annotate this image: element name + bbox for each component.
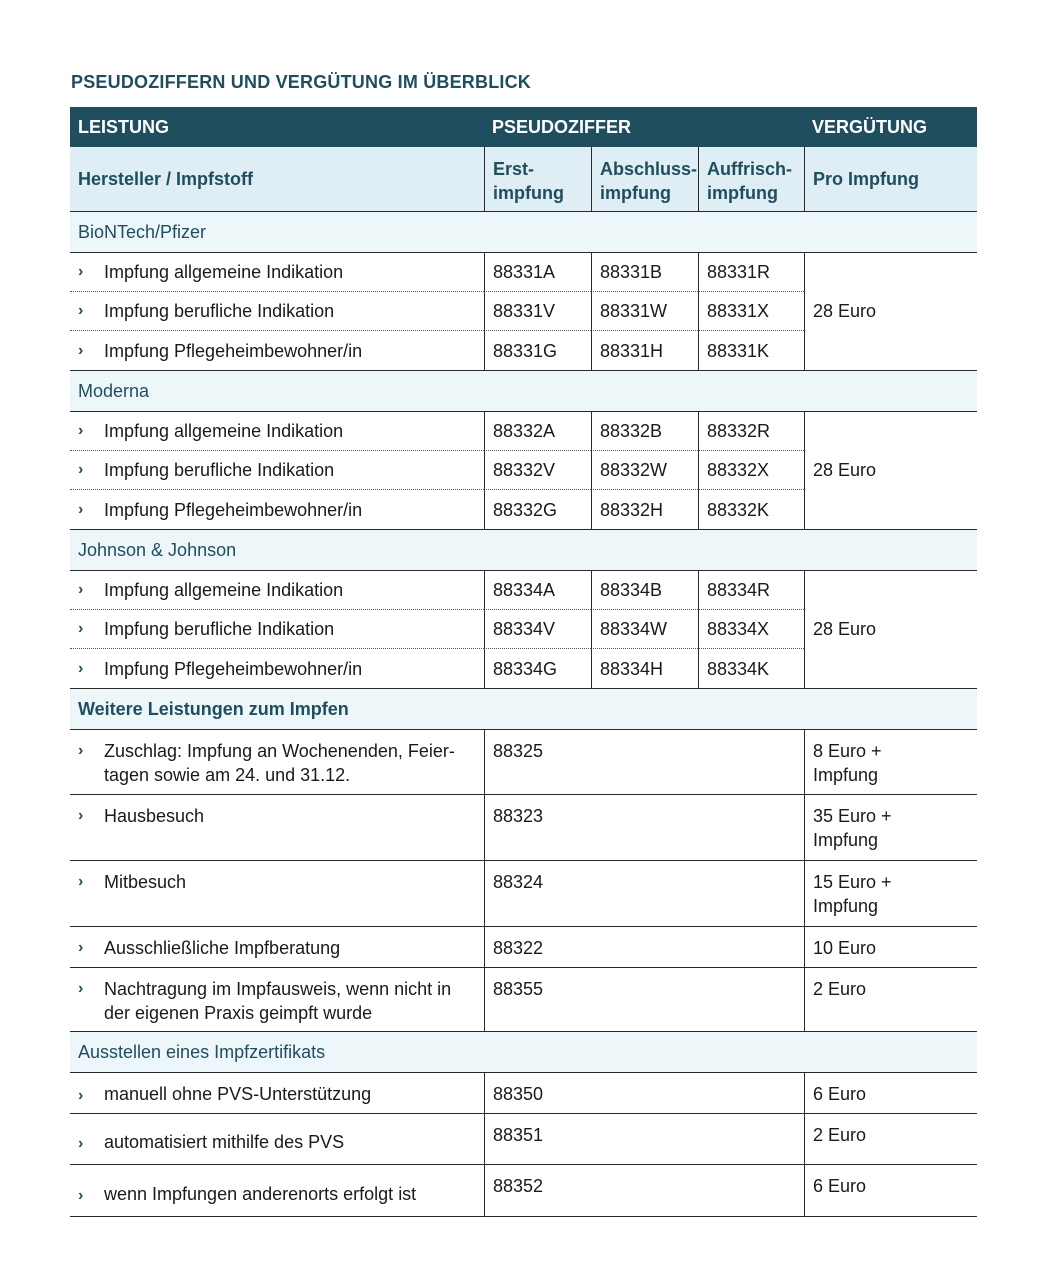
- pseudoziffer-code: 88355: [484, 968, 804, 1031]
- pseudoziffer-code: 88350: [484, 1073, 804, 1113]
- row-label-cell: [70, 451, 484, 490]
- code-erstimpfung: 88332V: [484, 451, 591, 490]
- vaccine-name: Johnson & Johnson: [78, 540, 237, 560]
- chevron-right-icon: ›: [78, 742, 84, 759]
- row-label-cell: [70, 490, 484, 529]
- code-auffrischimpfung: 88334R: [698, 571, 804, 610]
- row-label: [104, 870, 186, 894]
- weitere-rows: [70, 730, 977, 1032]
- group-heading: Weitere Leistungen zum Impfen: [78, 699, 349, 719]
- price-line2: Impfung: [813, 896, 879, 916]
- price-line1: 2 Euro: [813, 979, 867, 999]
- code-erstimpfung: 88332G: [484, 490, 591, 529]
- subheader-pro-impfung: Pro Impfung: [804, 147, 977, 211]
- pseudoziffer-code: 88322: [484, 927, 804, 967]
- row-label-line2: tagen sowie am 24. und 31.12.: [104, 765, 351, 785]
- subheader-erst-line2: impfung: [493, 183, 564, 203]
- code-erstimpfung: 88331A: [484, 253, 591, 292]
- price-cell: [804, 795, 977, 860]
- vaccine-rows: [70, 253, 977, 371]
- row-label-cell: [70, 1165, 484, 1216]
- price-cell: 6 Euro: [804, 1073, 977, 1113]
- row-label: [104, 739, 455, 787]
- table-row: [70, 1165, 977, 1217]
- vaccine-rows: [70, 412, 977, 530]
- group-vaccine: [70, 371, 977, 412]
- price-cell: [804, 968, 977, 1031]
- table-row: [70, 1073, 977, 1114]
- row-label-cell: [70, 610, 484, 649]
- code-auffrischimpfung: 88331K: [698, 331, 804, 370]
- chevron-right-icon: ›: [78, 1087, 84, 1104]
- row-label-line2: der eigenen Praxis geimpft wurde: [104, 1003, 373, 1023]
- code-auffrischimpfung: 88332K: [698, 490, 804, 529]
- pseudoziffer-code: 88325: [484, 730, 804, 794]
- chevron-right-icon: ›: [78, 980, 84, 997]
- table-row: [70, 730, 977, 795]
- subheader-erstimpfung: [484, 147, 591, 211]
- row-label-line1: Mitbesuch: [104, 872, 187, 892]
- row-label: Impfung allgemeine Indikation: [104, 262, 344, 282]
- code-abschlussimpfung: 88331W: [591, 292, 698, 331]
- price-line1: 35 Euro +: [813, 806, 892, 826]
- price-pro-impfung: 28 Euro: [804, 253, 977, 370]
- row-label-cell: [70, 571, 484, 610]
- row-label: Impfung allgemeine Indikation: [104, 421, 344, 441]
- price-cell: [804, 730, 977, 794]
- row-label-line1: Ausschließliche Impfberatung: [104, 938, 341, 958]
- code-erstimpfung: 88331G: [484, 331, 591, 370]
- code-abschlussimpfung: 88332W: [591, 451, 698, 490]
- subheader-abschluss-line2: impfung: [600, 183, 671, 203]
- row-label: Impfung berufliche Indikation: [104, 619, 335, 639]
- chevron-right-icon: ›: [78, 581, 84, 598]
- price-cell: 2 Euro: [804, 1114, 977, 1164]
- vaccine-blocks: [70, 212, 977, 689]
- chevron-right-icon: ›: [78, 873, 84, 890]
- chevron-right-icon: ›: [78, 620, 84, 637]
- group-vaccine: [70, 530, 977, 571]
- table-row: [70, 795, 977, 861]
- row-label: Impfung Pflegeheimbewohner/in: [104, 499, 363, 520]
- price-line1: 15 Euro +: [813, 872, 892, 892]
- row-label-cell: [70, 968, 484, 1031]
- code-erstimpfung: 88334G: [484, 649, 591, 688]
- vaccine-rows: [70, 571, 977, 689]
- chevron-right-icon: ›: [78, 1187, 84, 1204]
- table-row: [70, 927, 977, 968]
- chevron-right-icon: ›: [78, 939, 84, 956]
- header-leistung: LEISTUNG: [78, 117, 170, 137]
- header-pseudoziffer: PSEUDOZIFFER: [492, 117, 632, 137]
- row-label-cell: [70, 795, 484, 860]
- subheader-auffrisch-line2: impfung: [707, 183, 778, 203]
- pseudoziffer-code: 88352: [484, 1165, 804, 1216]
- row-label-cell: [70, 412, 484, 451]
- code-erstimpfung: 88334V: [484, 610, 591, 649]
- pseudoziffer-code: 88323: [484, 795, 804, 860]
- row-label: [104, 936, 340, 960]
- row-label-cell: [70, 253, 484, 292]
- subheader-auffrisch-line1: Auffrisch-: [707, 159, 792, 179]
- row-label-cell: [70, 331, 484, 370]
- row-label-line1: Nachtragung im Impfausweis, wenn nicht in: [104, 979, 452, 999]
- row-label: Impfung Pflegeheimbewohner/in: [104, 340, 363, 361]
- code-auffrischimpfung: 88332R: [698, 412, 804, 451]
- chevron-right-icon: ›: [78, 341, 84, 359]
- code-abschlussimpfung: 88334H: [591, 649, 698, 688]
- row-label-cell: [70, 927, 484, 967]
- pseudoziffer-code: 88351: [484, 1114, 804, 1164]
- chevron-right-icon: ›: [78, 500, 84, 518]
- vaccine-name: Moderna: [78, 381, 150, 401]
- vaccine-name: BioNTech/Pfizer: [78, 222, 207, 242]
- code-abschlussimpfung: 88331B: [591, 253, 698, 292]
- pseudoziffer-code: 88324: [484, 861, 804, 926]
- code-abschlussimpfung: 88334W: [591, 610, 698, 649]
- code-auffrischimpfung: 88334K: [698, 649, 804, 688]
- price-line2: Impfung: [813, 830, 879, 850]
- price-line1: 10 Euro: [813, 938, 877, 958]
- subheader-erst-line1: Erst-: [493, 159, 535, 179]
- row-label: Impfung berufliche Indikation: [104, 301, 335, 321]
- code-abschlussimpfung: 88332B: [591, 412, 698, 451]
- subheader-abschlussimpfung: [591, 147, 698, 211]
- chevron-right-icon: ›: [78, 1135, 84, 1152]
- row-label-cell: [70, 861, 484, 926]
- row-label-cell: [70, 1114, 484, 1164]
- row-label: automatisiert mithilfe des PVS: [104, 1132, 345, 1152]
- code-auffrischimpfung: 88334X: [698, 610, 804, 649]
- row-label: [104, 977, 451, 1025]
- chevron-right-icon: ›: [78, 263, 84, 280]
- group-impfzertifikat: [70, 1032, 977, 1073]
- row-label-line1: Hausbesuch: [104, 806, 205, 826]
- row-label: Impfung allgemeine Indikation: [104, 580, 344, 600]
- table-row: [70, 1114, 977, 1165]
- header-verguetung: VERGÜTUNG: [812, 117, 928, 137]
- code-erstimpfung: 88332A: [484, 412, 591, 451]
- row-label-line1: Zuschlag: Impfung an Wochenenden, Feier-: [104, 741, 455, 761]
- zertifikat-rows: [70, 1073, 977, 1217]
- price-cell: 6 Euro: [804, 1165, 977, 1216]
- row-label-cell: [70, 730, 484, 794]
- code-auffrischimpfung: 88331R: [698, 253, 804, 292]
- group-weitere-leistungen: [70, 689, 977, 730]
- subheader-auffrischimpfung: [698, 147, 804, 211]
- code-erstimpfung: 88331V: [484, 292, 591, 331]
- page-title: PSEUDOZIFFERN UND VERGÜTUNG IM ÜBERBLICK: [71, 72, 532, 92]
- subheader-hersteller: Hersteller / Impfstoff: [78, 169, 254, 189]
- price-pro-impfung: 28 Euro: [804, 412, 977, 529]
- table-row: [70, 861, 977, 927]
- row-label: manuell ohne PVS-Unterstützung: [104, 1084, 372, 1104]
- price-line2: Impfung: [813, 765, 879, 785]
- price-line1: 8 Euro +: [813, 741, 882, 761]
- price-pro-impfung: 28 Euro: [804, 571, 977, 688]
- row-label: [104, 804, 204, 828]
- row-label-cell: [70, 292, 484, 331]
- table-row: [70, 968, 977, 1032]
- group-heading: Ausstellen eines Impfzertifikats: [78, 1042, 326, 1062]
- code-auffrischimpfung: 88332X: [698, 451, 804, 490]
- row-label-cell: [70, 649, 484, 688]
- row-label-cell: [70, 1073, 484, 1113]
- chevron-right-icon: ›: [78, 302, 84, 319]
- chevron-right-icon: ›: [78, 422, 84, 439]
- code-abschlussimpfung: 88331H: [591, 331, 698, 370]
- code-auffrischimpfung: 88331X: [698, 292, 804, 331]
- subheader-abschluss-line1: Abschluss-: [600, 159, 698, 179]
- row-label: wenn Impfungen anderenorts erfolgt ist: [104, 1184, 417, 1204]
- price-cell: [804, 861, 977, 926]
- chevron-right-icon: ›: [78, 659, 84, 677]
- table-header: [70, 107, 977, 147]
- pseudoziffer-table: [70, 107, 977, 1217]
- table-subheader: [70, 147, 977, 212]
- price-cell: [804, 927, 977, 967]
- row-label: Impfung berufliche Indikation: [104, 460, 335, 480]
- code-erstimpfung: 88334A: [484, 571, 591, 610]
- chevron-right-icon: ›: [78, 461, 84, 478]
- group-vaccine: [70, 212, 977, 253]
- row-label: Impfung Pflegeheimbewohner/in: [104, 658, 363, 679]
- chevron-right-icon: ›: [78, 807, 84, 824]
- code-abschlussimpfung: 88332H: [591, 490, 698, 529]
- code-abschlussimpfung: 88334B: [591, 571, 698, 610]
